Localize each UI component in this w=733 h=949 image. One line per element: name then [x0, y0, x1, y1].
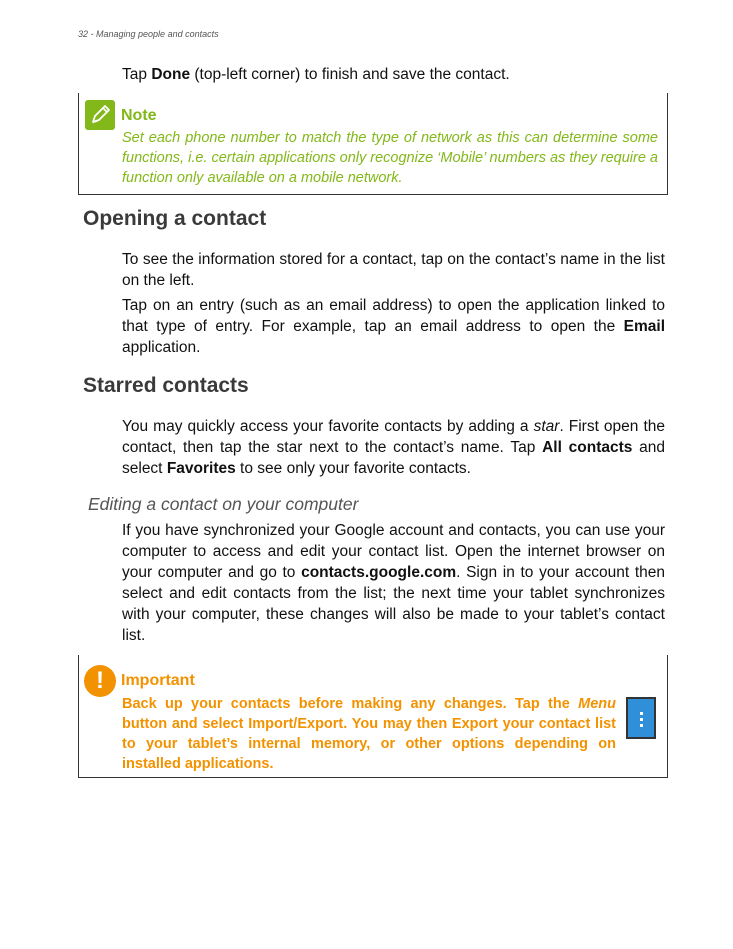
starred-paragraph	[122, 416, 665, 479]
heading-opening-contact: Opening a contact	[83, 207, 267, 230]
exclamation-icon: !	[84, 665, 116, 697]
intro-text-end: (top-left corner) to finish and save the contact.	[190, 66, 510, 83]
email-label: Email	[623, 318, 665, 335]
opening-paragraph-2	[122, 295, 665, 358]
opening-text: Tap on an entry (such as an email address) to open the application linked to that type of entry. For example, tap an email address to open the	[122, 297, 665, 335]
editing-text-2: . Sign in to your account then select and edit contacts from the list; the next time your tablet synchronizes with your computer, these changes will also be made to your tablet’s contact list.	[122, 564, 665, 644]
important-box	[78, 655, 668, 778]
menu-dot	[640, 724, 643, 727]
intro-text: Tap	[122, 66, 152, 83]
heading-editing-contact: Editing a contact on your computer	[88, 494, 359, 514]
heading-starred-contacts: Starred contacts	[83, 374, 249, 397]
intro-paragraph	[122, 64, 665, 85]
menu-icon	[626, 697, 656, 739]
pencil-icon	[85, 100, 115, 130]
menu-dot	[640, 718, 643, 721]
starred-text-2: . First open the contact, then tap the star next to the contact’s name. Tap	[122, 418, 665, 456]
note-box	[78, 93, 668, 195]
import-export-label: Import/Export	[248, 716, 344, 732]
note-title: Note	[121, 107, 157, 124]
important-text	[122, 694, 616, 774]
starred-text-1: You may quickly access your favorite contacts by adding a	[122, 418, 534, 435]
starred-text-3: and select	[122, 439, 666, 477]
star-term: star	[533, 418, 560, 435]
editing-paragraph	[122, 520, 665, 646]
favorites-label: Favorites	[166, 460, 236, 477]
opening-paragraph-1: To see the information stored for a contact, tap on the contact’s name in the list on the left.	[122, 251, 665, 289]
starred-text-4: to see only your favorite contacts.	[235, 460, 471, 477]
menu-dot	[640, 712, 643, 715]
all-contacts-label: All contacts	[542, 439, 633, 456]
important-text-3: . You may then Export your contact list to your tablet’s internal memory, or other options depending on installed applications.	[122, 716, 616, 772]
note-text: Set each phone number to match the type of network as this can determine some functions, i.e. certain applications only recognize ‘Mobile’ numbers as they require a function only available on a mobile network.	[122, 130, 658, 186]
contacts-url: contacts.google.com	[301, 564, 457, 581]
important-text-2: button and select	[122, 716, 249, 732]
page-header: 32 - Managing people and contacts	[78, 29, 219, 39]
done-label: Done	[151, 66, 191, 83]
menu-term: Menu	[578, 696, 616, 712]
important-title: Important	[121, 672, 195, 689]
important-text-1: Back up your contacts before making any changes. Tap the	[122, 696, 579, 712]
editing-text-1: If you have synchronized your Google account and contacts, you can use your computer to access and edit your contact list. Open the internet browser on your computer and go to	[122, 522, 665, 581]
opening-text-end: application.	[122, 339, 201, 356]
